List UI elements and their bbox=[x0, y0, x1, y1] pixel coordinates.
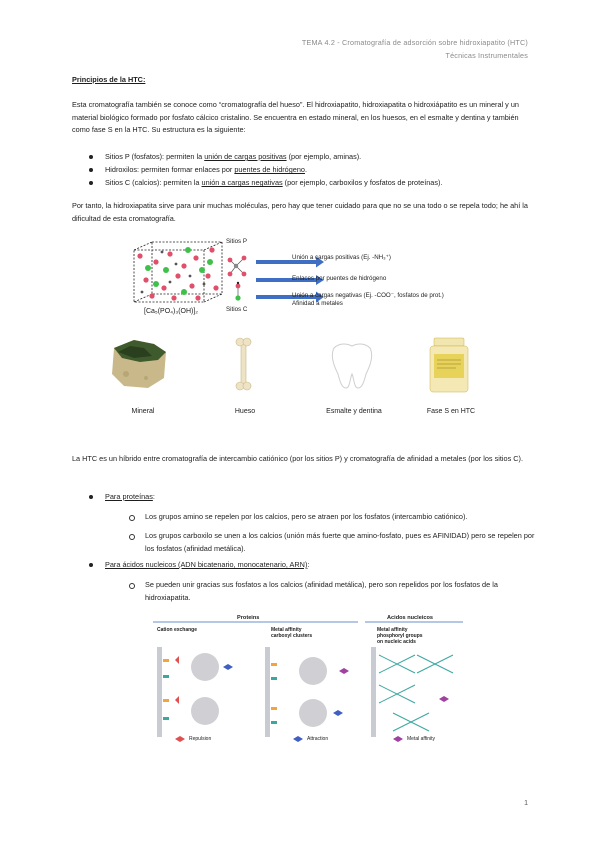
paragraph-2: Por tanto, la hidroxiapatita sirve para unir muchas moléculas, pero hay que tener cuidado para que no se una todo o se repela todo; he ahí la dificultad de esta cromatografía. bbox=[72, 201, 528, 223]
label-metal-affinity-2: Metal affinity bbox=[377, 627, 408, 633]
arrow-label-metal: Afinidad a metales bbox=[292, 300, 343, 307]
caption-mineral: Mineral bbox=[131, 408, 155, 415]
section-title: Principios de la HTC: bbox=[72, 75, 146, 84]
figure-interactions bbox=[153, 615, 463, 745]
label-phosphoryl: phosphoryl groups bbox=[377, 633, 423, 639]
label-cation-exchange: Cation exchange bbox=[157, 627, 198, 633]
legend-repulsion: Repulsion bbox=[189, 736, 212, 742]
arrow-label-positive: Unión a cargas positivas (Ej. -NH₃⁺) bbox=[292, 254, 391, 261]
list-item: Sitios C (calcios): permiten la unión a cargas negativas (por ejemplo, carboxilos y fosfatos de proteínas). bbox=[89, 177, 529, 190]
caption-hueso: Hueso bbox=[234, 408, 256, 415]
list-item: Se pueden unir gracias sus fosfatos a los calcios (afinidad metálica), pero son repelidos por los fosfatos de la hidroxiapatita. bbox=[129, 579, 545, 604]
arrow-label-negative: Unión a cargas negativas (Ej. -COO⁻, fosfatos de prot.) bbox=[292, 292, 444, 299]
arrow-label-hydrogen: Enlaces por puentes de hidrógeno bbox=[292, 275, 387, 282]
list-item: Los grupos amino se repelen por los calcios, pero se atraen por los fosfatos (intercambio catiónico). bbox=[129, 511, 545, 524]
list-item: Los grupos carboxilo se unen a los calcios (unión más fuerte que amino-fosfato, pues es AFINIDAD) pero se repelen por los fosfatos (afinidad metálica). bbox=[129, 530, 545, 555]
intro-paragraph: Esta cromatografía también se conoce como “cromatografía del hueso”. El hidroxiapatito, hidroxiapatita o hidroxiápatito es un mineral y un material biológico formado por fosfato cálcico cristalino. Se encuentra en estado mineral, en los huesos, en el esmalte y dentina y también como fase S en la HTC. Su estructura es la siguiente: bbox=[72, 100, 519, 135]
label-metal-affinity-1: Metal affinity bbox=[271, 627, 302, 633]
label-carboxyl: carboxyl clusters bbox=[271, 633, 313, 639]
tooth-image bbox=[332, 344, 371, 388]
legend-attraction: Attraction bbox=[307, 736, 329, 742]
paragraph-3: La HTC es un híbrido entre cromatografía de intercambio catiónico (por los sitios P) y cromatografía de afinidad a metales (por los sitios C). bbox=[72, 454, 523, 463]
figure-hydroxyapatite-structure bbox=[126, 236, 486, 322]
caption-fase-s: Fase S en HTC bbox=[426, 408, 476, 415]
label-on-nucleic: on nucleic acids bbox=[377, 639, 416, 645]
nucleic-heading: Para ácidos nucleicos (ADN bicatenario, monocatenario, ARN): bbox=[89, 559, 545, 572]
list-item: Hidroxilos: permiten formar enlaces por puentes de hidrógeno. bbox=[89, 164, 529, 177]
list-item: Sitios P (fosfatos): permiten la unión de cargas positivas (por ejemplo, aminas). bbox=[89, 151, 529, 164]
caption-esmalte: Esmalte y dentina bbox=[326, 408, 382, 415]
header-title: TEMA 4.2 - Cromatografía de adsorción sobre hidroxiapatito (HTC) bbox=[301, 38, 528, 47]
sources-images bbox=[104, 334, 504, 394]
proteins-heading: Para proteínas: bbox=[89, 491, 545, 504]
formula-label: [Ca₅(PO₄)₃(OH)]₂ bbox=[144, 308, 199, 315]
label-proteins: Proteins bbox=[237, 615, 260, 621]
label-nucleic: Acidos nucleicos bbox=[387, 615, 434, 621]
bone-image bbox=[236, 338, 251, 390]
page-number: 1 bbox=[524, 800, 528, 807]
legend-metal-affinity: Metal affinity bbox=[407, 736, 435, 742]
sites-list bbox=[89, 151, 529, 190]
figure-sources bbox=[104, 334, 504, 414]
header-subtitle: Técnicas Instrumentales bbox=[445, 51, 528, 60]
bottle-image bbox=[430, 338, 468, 392]
label-sitios-c: Sitios C bbox=[226, 306, 248, 313]
label-sitios-p: Sitios P bbox=[226, 238, 247, 245]
mineral-image bbox=[112, 340, 166, 388]
